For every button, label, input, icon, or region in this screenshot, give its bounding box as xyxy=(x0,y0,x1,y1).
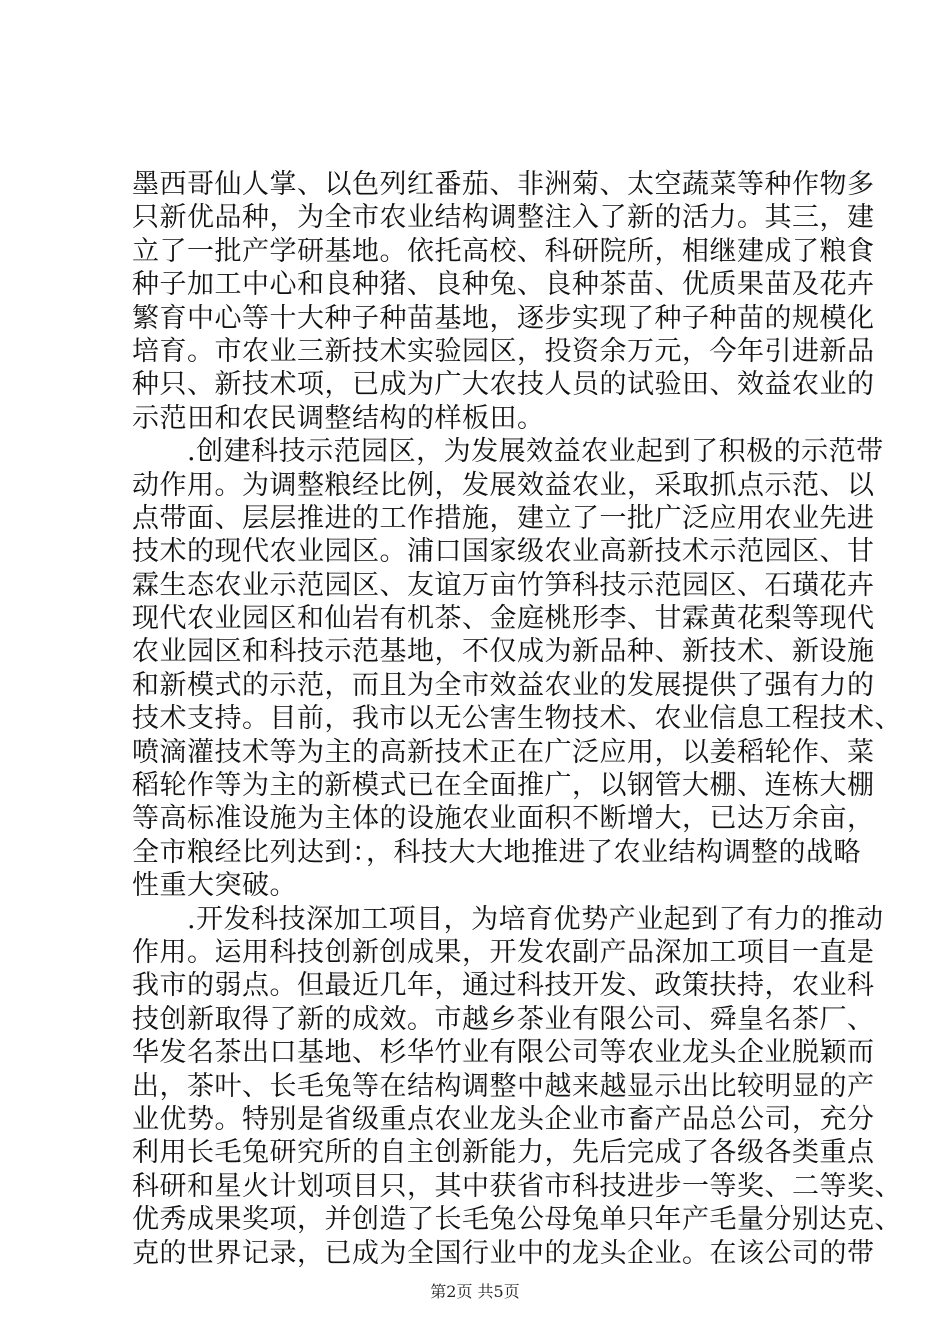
text-line: 和新模式的示范，而且为全市效益农业的发展提供了强有力的 xyxy=(132,669,875,701)
text-line: 技术的现代农业园区。浦口国家级农业高新技术示范园区、甘 xyxy=(132,536,875,568)
text-line: 点带面、层层推进的工作措施，建立了一批广泛应用农业先进 xyxy=(132,502,875,534)
text-line: 华发名茶出口基地、杉华竹业有限公司等农业龙头企业脱颖而 xyxy=(132,1037,875,1069)
text-line: 动作用。为调整粮经比例，发展效益农业，采取抓点示范、以 xyxy=(132,469,875,501)
text-line: 喷滴灌技术等为主的高新技术正在广泛应用，以姜稻轮作、菜 xyxy=(132,736,875,768)
text-line: 技创新取得了新的成效。市越乡茶业有限公司、舜皇名茶厂、 xyxy=(132,1003,875,1035)
text-line: 利用长毛兔研究所的自主创新能力，先后完成了各级各类重点 xyxy=(132,1137,875,1169)
text-line: 稻轮作等为主的新模式已在全面推广，以钢管大棚、连栋大棚 xyxy=(132,770,875,802)
paragraph-start-line: .开发科技深加工项目，为培育优势产业起到了有力的推动 xyxy=(132,903,884,935)
text-line: 农业园区和科技示范基地，不仅成为新品种、新技术、新设施 xyxy=(132,636,875,668)
text-line: 性重大突破。 xyxy=(132,870,297,902)
text-line: 墨西哥仙人掌、以色列红番茄、非洲菊、太空蔬菜等种作物多 xyxy=(132,169,875,200)
text-line: 立了一批产学研基地。依托高校、科研院所，相继建成了粮食 xyxy=(132,235,875,267)
text-line: 霖生态农业示范园区、友谊万亩竹笋科技示范园区、石璜花卉 xyxy=(132,569,875,601)
text-line: 示范田和农民调整结构的样板田。 xyxy=(132,402,545,434)
text-line: 技术支持。目前，我市以无公害生物技术、农业信息工程技术、 xyxy=(132,703,902,735)
text-line: 培育。市农业三新技术实验园区，投资余万元，今年引进新品 xyxy=(132,335,875,367)
text-line: 科研和星火计划项目只，其中获省市科技进步一等奖、二等奖、 xyxy=(132,1170,902,1202)
paragraph-start-line: .创建科技示范园区，为发展效益农业起到了积极的示范带 xyxy=(132,436,884,468)
text-line: 优秀成果奖项，并创造了长毛兔公母兔单只年产毛量分别达克、 xyxy=(132,1204,902,1236)
text-line: 全市粮经比列达到：，科技大大地推进了农业结构调整的战略 xyxy=(132,836,861,868)
text-line: 我市的弱点。但最近几年，通过科技开发、政策扶持，农业科 xyxy=(132,970,875,1002)
text-line: 繁育中心等十大种子种苗基地，逐步实现了种子种苗的规模化 xyxy=(132,302,875,334)
text-line: 出，茶叶、长毛兔等在结构调整中越来越显示出比较明显的产 xyxy=(132,1070,875,1102)
text-line: 作用。运用科技创新创成果，开发农副产品深加工项目一直是 xyxy=(132,936,875,968)
text-line: 克的世界记录，已成为全国行业中的龙头企业。在该公司的带 xyxy=(132,1237,875,1269)
text-line: 种只、新技术项，已成为广大农技人员的试验田、效益农业的 xyxy=(132,369,875,401)
page-number-footer: 第2页 共5页 xyxy=(430,1282,520,1301)
text-line: 只新优品种，为全市农业结构调整注入了新的活力。其三，建 xyxy=(132,202,875,234)
text-line: 种子加工中心和良种猪、良种兔、良种茶苗、优质果苗及花卉 xyxy=(132,269,875,301)
text-line: 等高标准设施为主体的设施农业面积不断增大，已达万余亩， xyxy=(132,803,875,835)
text-line: 业优势。特别是省级重点农业龙头企业市畜产品总公司，充分 xyxy=(132,1103,875,1135)
document-body xyxy=(132,168,902,1270)
text-line: 现代农业园区和仙岩有机茶、金庭桃形李、甘霖黄花梨等现代 xyxy=(132,603,875,635)
